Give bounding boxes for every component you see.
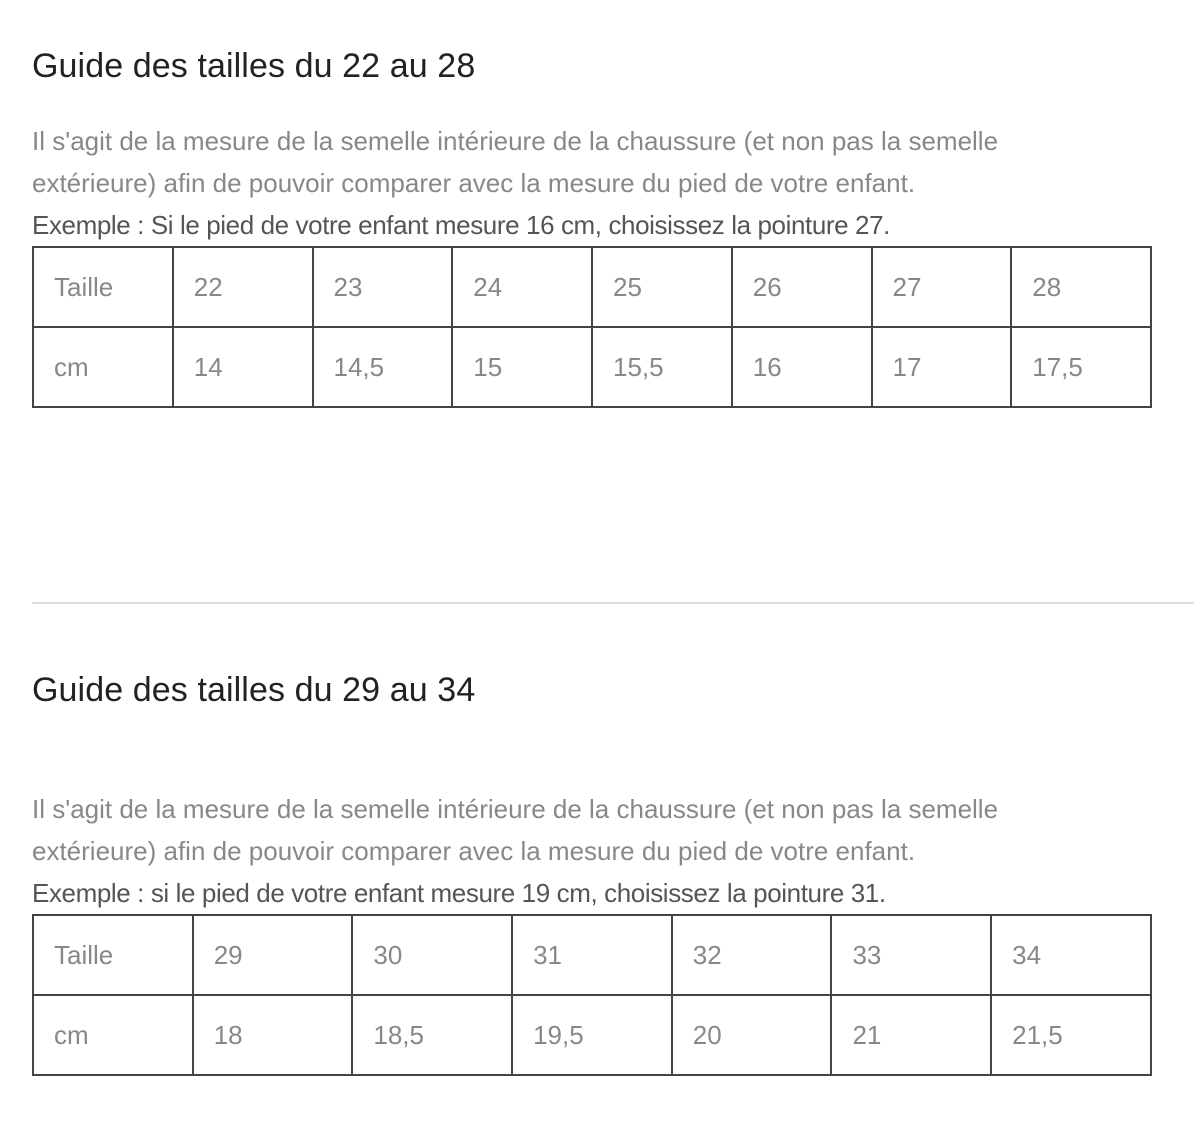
table-cell: 21,5 [991, 995, 1151, 1075]
table-cell: 29 [193, 915, 353, 995]
table-cell: 19,5 [512, 995, 672, 1075]
size-guide-29-34 [32, 668, 1152, 1076]
table-cell: 22 [173, 247, 313, 327]
table-cell: 26 [732, 247, 872, 327]
description-line-2: extérieure) afin de pouvoir comparer avec la mesure du pied de votre enfant. [32, 168, 916, 198]
table-cell: 14,5 [313, 327, 453, 407]
table-cell: 27 [872, 247, 1012, 327]
table-cell: 25 [592, 247, 732, 327]
table-row-cm [33, 995, 1151, 1075]
size-guide-title: Guide des tailles du 22 au 28 [32, 47, 476, 85]
size-guide-example: Exemple : si le pied de votre enfant mesure 19 cm, choisissez la pointure 31. [32, 878, 886, 908]
table-cell: 15,5 [592, 327, 732, 407]
size-guide-description [32, 120, 1152, 204]
table-cell: 16 [732, 327, 872, 407]
size-guide-title: Guide des tailles du 29 au 34 [32, 671, 476, 709]
table-cell: 15 [452, 327, 592, 407]
table-cell: 21 [831, 995, 991, 1075]
size-guide-description [32, 788, 1152, 872]
description-line-1: Il s'agit de la mesure de la semelle intérieure de la chaussure (et non pas la semelle [32, 794, 999, 824]
size-table-body [33, 915, 1151, 1075]
table-row-taille [33, 247, 1151, 327]
table-cell: 23 [313, 247, 453, 327]
table-row-cm [33, 327, 1151, 407]
size-guide-22-28 [32, 44, 1152, 408]
table-cell: 33 [831, 915, 991, 995]
table-cell: 24 [452, 247, 592, 327]
table-cell: 20 [672, 995, 832, 1075]
size-table [32, 914, 1152, 1076]
description-line-2: extérieure) afin de pouvoir comparer avec la mesure du pied de votre enfant. [32, 836, 916, 866]
table-cell: 28 [1011, 247, 1151, 327]
table-cell: 18 [193, 995, 353, 1075]
table-cell: 34 [991, 915, 1151, 995]
section-divider [32, 602, 1194, 604]
table-cell: 17 [872, 327, 1012, 407]
table-cell: 30 [352, 915, 512, 995]
table-cell: 32 [672, 915, 832, 995]
table-row-header-cell: cm [33, 995, 193, 1075]
table-cell: 17,5 [1011, 327, 1151, 407]
table-row-header-cell: Taille [33, 247, 173, 327]
table-cell: 31 [512, 915, 672, 995]
table-row-taille [33, 915, 1151, 995]
table-cell: 18,5 [352, 995, 512, 1075]
table-row-header-cell: Taille [33, 915, 193, 995]
size-table [32, 246, 1152, 408]
size-table-body [33, 247, 1151, 407]
table-row-header-cell: cm [33, 327, 173, 407]
description-line-1: Il s'agit de la mesure de la semelle intérieure de la chaussure (et non pas la semelle [32, 126, 999, 156]
size-guide-example: Exemple : Si le pied de votre enfant mesure 16 cm, choisissez la pointure 27. [32, 210, 890, 240]
table-cell: 14 [173, 327, 313, 407]
